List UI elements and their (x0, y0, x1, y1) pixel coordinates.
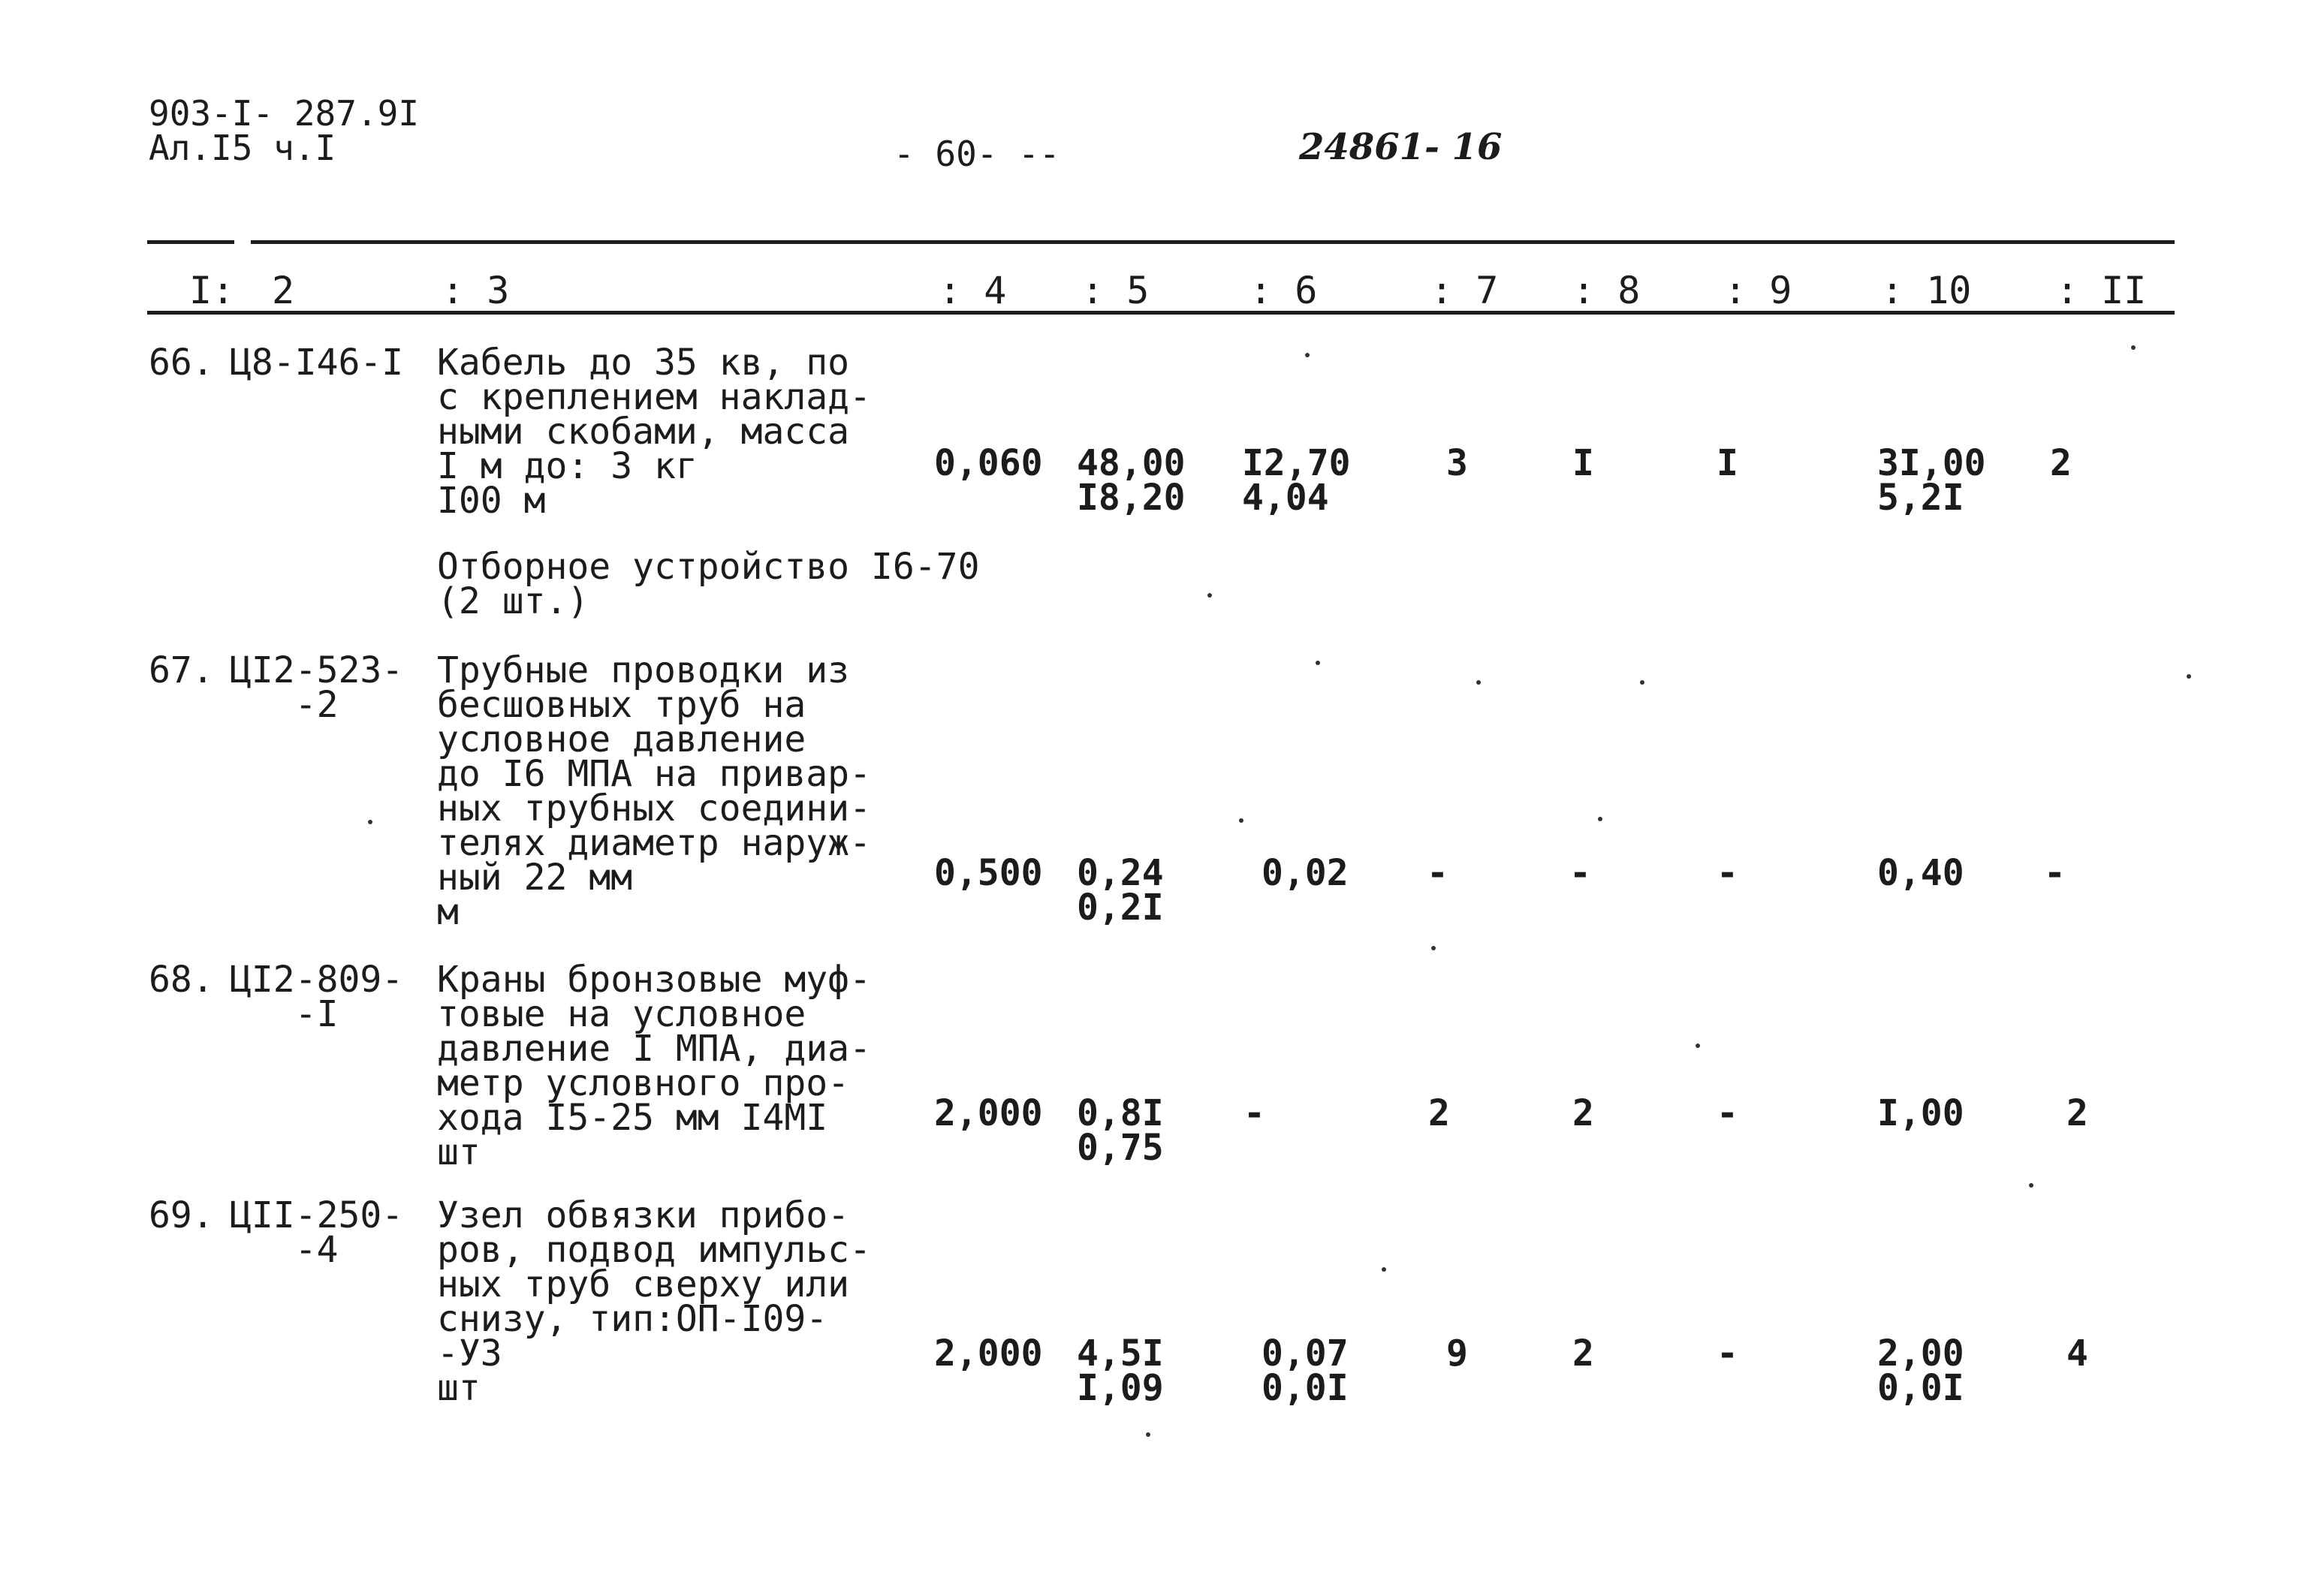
row-code: ЦII-250- -4 (230, 1194, 404, 1271)
column-header-5: : 5 (1081, 269, 1150, 312)
row-code: ЦI2-523- -2 (230, 649, 404, 726)
row-col7: - (1427, 852, 1448, 894)
top-rule-left (147, 240, 234, 244)
row-col11: 4 (2066, 1333, 2088, 1375)
row-col6: I2,70 4,04 (1242, 442, 1351, 519)
column-header-7: : 7 (1430, 269, 1499, 312)
column-header-11: : II (2056, 269, 2147, 312)
row-col10: 2,00 0,0I (1877, 1333, 1964, 1409)
row-col11: 2 (2066, 1092, 2088, 1134)
row-col9: I (1717, 442, 1738, 484)
scan-speck (1146, 1432, 1150, 1437)
column-header-1: I: (189, 269, 235, 312)
handwritten-number: 24861- 16 (1299, 126, 1503, 168)
row-col5: 0,24 0,2I (1077, 852, 1164, 929)
row-description: Трубные проводки из бесшовных труб на условное давление до I6 МПА на привар- ных трубных соедини- телях диаметр наруж- ный 22 мм м (437, 649, 871, 933)
row-number: 67. (149, 649, 214, 691)
column-header-2: 2 (272, 269, 295, 312)
row-col4: 2,000 (934, 1092, 1043, 1134)
scan-speck (1431, 946, 1436, 950)
row-col7: 3 (1446, 442, 1468, 484)
column-header-3: : 3 (442, 269, 510, 312)
row-col4: 2,000 (934, 1333, 1043, 1375)
scan-speck (1305, 353, 1310, 357)
row-col6: 0,02 (1262, 852, 1349, 894)
row-code: Ц8-I46-I (230, 342, 404, 384)
top-rule (251, 240, 2175, 244)
row-col11: - (2044, 852, 2066, 894)
row-description: Кабель до 35 кв, по с креплением наклад- ными скобами, масса I м до: 3 кг I00 м (437, 342, 871, 522)
row-col8: 2 (1572, 1092, 1594, 1134)
row-col6: - (1243, 1092, 1265, 1134)
scan-speck (1476, 680, 1481, 685)
row-col9: - (1717, 1092, 1738, 1134)
scan-speck (1696, 1043, 1700, 1048)
scan-speck (1598, 817, 1602, 821)
scan-speck (1207, 593, 1212, 598)
document-code-line2: Ал.I5 ч.I (149, 128, 336, 168)
row-col10: 3I,00 5,2I (1877, 442, 1986, 519)
row-col4: 0,060 (934, 442, 1043, 484)
column-header-6: : 6 (1249, 269, 1318, 312)
document-code-line1: 903-I- 287.9I (149, 93, 420, 134)
row-col10: I,00 (1877, 1092, 1964, 1134)
row-col5: 4,5I I,09 (1077, 1333, 1164, 1409)
row-description: Краны бронзовые муф- товые на условное давление I МПА, диа- метр условного про- хода I5-25 мм I4MI шт (437, 959, 871, 1173)
row-col6: 0,07 0,0I (1262, 1333, 1349, 1409)
scan-speck (1239, 818, 1243, 823)
scan-speck (1316, 661, 1320, 665)
row-number: 69. (149, 1194, 214, 1236)
row-note: Отборное устройство I6-70 (2 шт.) (437, 546, 980, 622)
row-col8: 2 (1572, 1333, 1594, 1375)
column-header-8: : 8 (1572, 269, 1641, 312)
row-description: Узел обвязки прибо- ров, подвод импульс- ных труб сверху или снизу, тип:ОП-I09- -УЗ шт (437, 1194, 871, 1409)
page-number: - 60- -- (894, 134, 1060, 174)
scan-speck (2029, 1183, 2033, 1188)
column-header-9: : 9 (1724, 269, 1792, 312)
row-code: ЦI2-809- -I (230, 959, 404, 1035)
row-col5: 48,00 I8,20 (1077, 442, 1186, 519)
scan-speck (368, 820, 372, 824)
document-code (149, 93, 420, 168)
row-col9: - (1717, 852, 1738, 894)
column-header-10: : 10 (1881, 269, 1972, 312)
row-col11: 2 (2050, 442, 2072, 484)
scan-speck (2131, 345, 2136, 350)
scan-speck (2187, 674, 2191, 679)
column-header-4: : 4 (939, 269, 1007, 312)
row-number: 66. (149, 342, 214, 384)
row-number: 68. (149, 959, 214, 1001)
scan-speck (1382, 1267, 1386, 1272)
row-col4: 0,500 (934, 852, 1043, 894)
row-col7: 9 (1446, 1333, 1468, 1375)
row-col8: I (1572, 442, 1594, 484)
row-col8: - (1569, 852, 1591, 894)
row-col9: - (1717, 1333, 1738, 1375)
scan-speck (1640, 680, 1644, 685)
row-col5: 0,8I 0,75 (1077, 1092, 1164, 1169)
row-col7: 2 (1428, 1092, 1450, 1134)
row-col10: 0,40 (1877, 852, 1964, 894)
